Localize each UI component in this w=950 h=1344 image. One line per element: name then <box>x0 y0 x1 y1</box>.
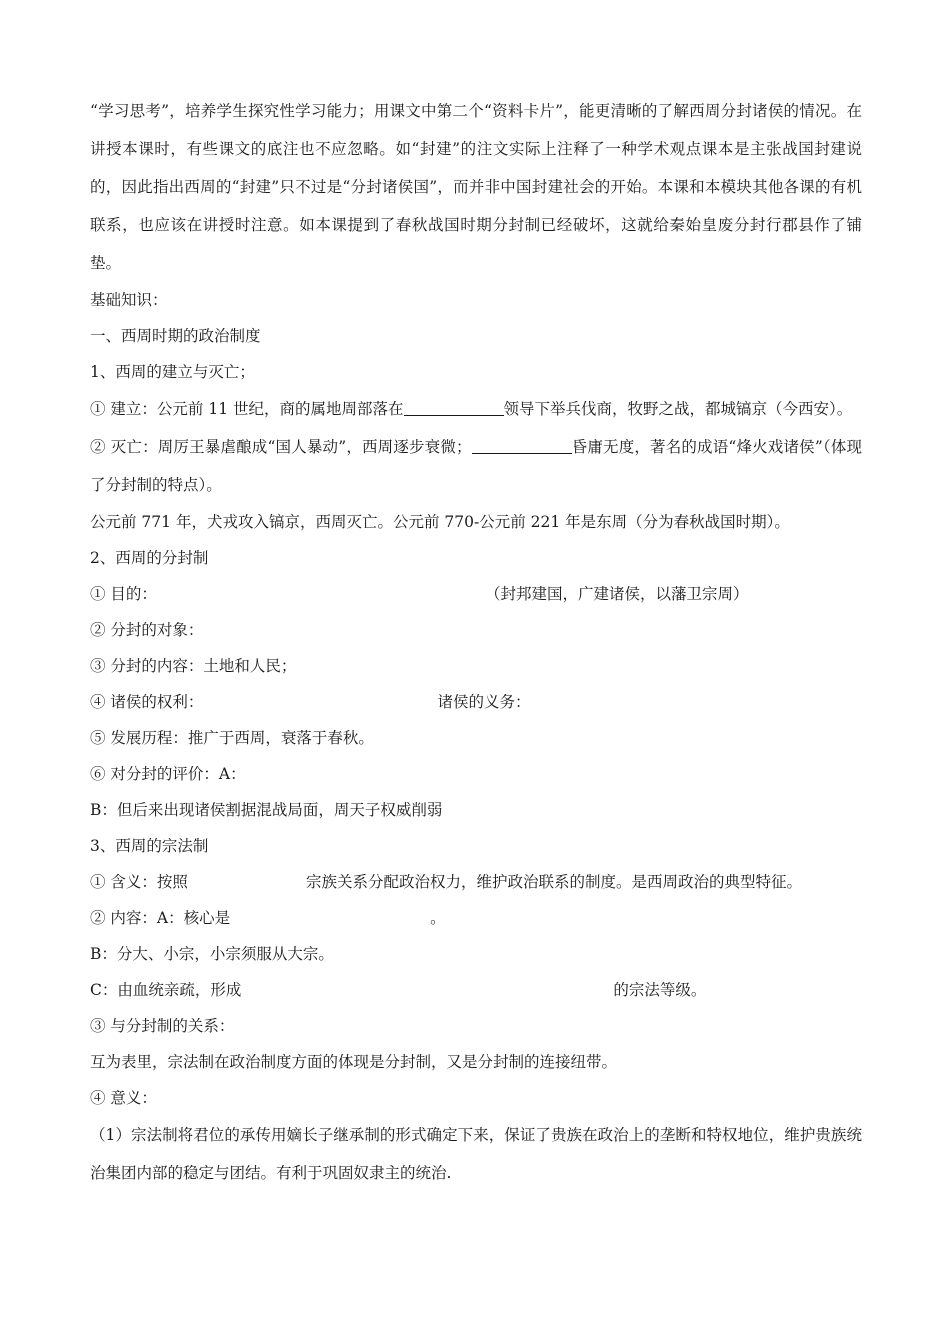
s2-rights-duties <box>90 684 862 720</box>
s2-purpose-label: ① 目的： <box>90 585 157 603</box>
intro-text: “学习思考”，培养学生探究性学习能力；用课文中第二个“资料卡片”，能更清晰的了解西周分封诸侯的情况。在讲授本课时，有些课文的底注也不应忽略。如“封建”的注文实际上注释了一种学术观点课本是主张战国封建说的，因此指出西周的“封建”只不过是“分封诸侯国”，而并非中国封建社会的开始。本课和本模块其他各课的有机联系，也应该在讲授时注意。如本课提到了春秋战国时期分封制已经破坏，这就给秦始皇废分封行郡县作了铺垫。 <box>90 102 862 272</box>
s3-relation-text: 互为表里，宗法制在政治制度方面的体现是分封制，又是分封制的连接纽带。 <box>90 1053 618 1071</box>
s3-content <box>90 900 862 936</box>
s1-establish-a: ① 建立：公元前 11 世纪，商的属地周部落在 <box>90 400 404 418</box>
s1-title: 1、西周的建立与灭亡； <box>90 363 255 381</box>
s2-duties: 诸侯的义务： <box>437 693 531 711</box>
s3-meaning-a: ① 含义：按照 <box>90 873 188 891</box>
s1-fall-b: 昏庸无度，著名的成语“烽火戏诸侯”（体现了分封制的特点）。 <box>90 438 862 494</box>
s3-content-c <box>90 972 862 1008</box>
s1-establish-b: 领导下举兵伐商，牧野之战，都城镐京（今西安）。 <box>503 400 853 418</box>
s2-history: ⑤ 发展历程：推广于西周，衰落于春秋。 <box>90 729 374 747</box>
document-body <box>90 92 862 1192</box>
s2-rights: ④ 诸侯的权利： <box>90 693 204 711</box>
s1-note: 公元前 771 年，犬戎攻入镐京，西周灭亡。公元前 770-公元前 221 年是东周（分为春秋战国时期）。 <box>90 513 790 531</box>
s2-contents: ③ 分封的内容：土地和人民； <box>90 657 297 675</box>
s2-title: 2、西周的分封制 <box>90 549 209 567</box>
s3-content-b: B：分大、小宗，小宗须服从大宗。 <box>90 945 334 963</box>
s3-meaning-b: 宗族关系分配政治权力，维护政治联系的制度。是西周政治的典型特征。 <box>305 873 802 891</box>
s3-content-a: ② 内容：A：核心是 <box>90 909 231 927</box>
fill-blank-king[interactable] <box>472 435 572 454</box>
basic-knowledge-heading: 基础知识： <box>90 291 168 309</box>
s2-purpose-note: （封邦建国，广建诸侯，以藩卫宗周） <box>484 585 749 603</box>
s2-evaluation: ⑥ 对分封的评价：A： <box>90 765 246 783</box>
s3-title: 3、西周的宗法制 <box>90 837 209 855</box>
section-1-title: 一、西周时期的政治制度 <box>90 327 261 345</box>
s1-fall-a: ② 灭亡：周厉王暴虐酿成“国人暴动”，西周逐步衰微； <box>90 438 472 456</box>
s3-content-c-b: 的宗法等级。 <box>613 981 707 999</box>
s2-evaluation-b: B：但后来出现诸侯割据混战局面，周天子权威削弱 <box>90 801 443 819</box>
fill-blank-leader[interactable] <box>404 397 504 416</box>
s2-objects: ② 分封的对象： <box>90 621 204 639</box>
s3-meaning <box>90 864 862 900</box>
s3-content-c-a: C：由血统亲疏，形成 <box>90 981 242 999</box>
s3-relation: ③ 与分封制的关系： <box>90 1017 235 1035</box>
s3-significance: ④ 意义： <box>90 1089 157 1107</box>
s3-significance-1: （1）宗法制将君位的承传用嫡长子继承制的形式确定下来，保证了贵族在政治上的垄断和特权地位，维护贵族统治集团内部的稳定与团结。有利于巩固奴隶主的统治. <box>90 1126 862 1182</box>
s1-fall <box>90 428 862 504</box>
s3-content-end: 。 <box>430 909 446 927</box>
s2-purpose <box>90 576 862 612</box>
intro-paragraph <box>90 92 862 282</box>
s1-establish <box>90 390 862 428</box>
